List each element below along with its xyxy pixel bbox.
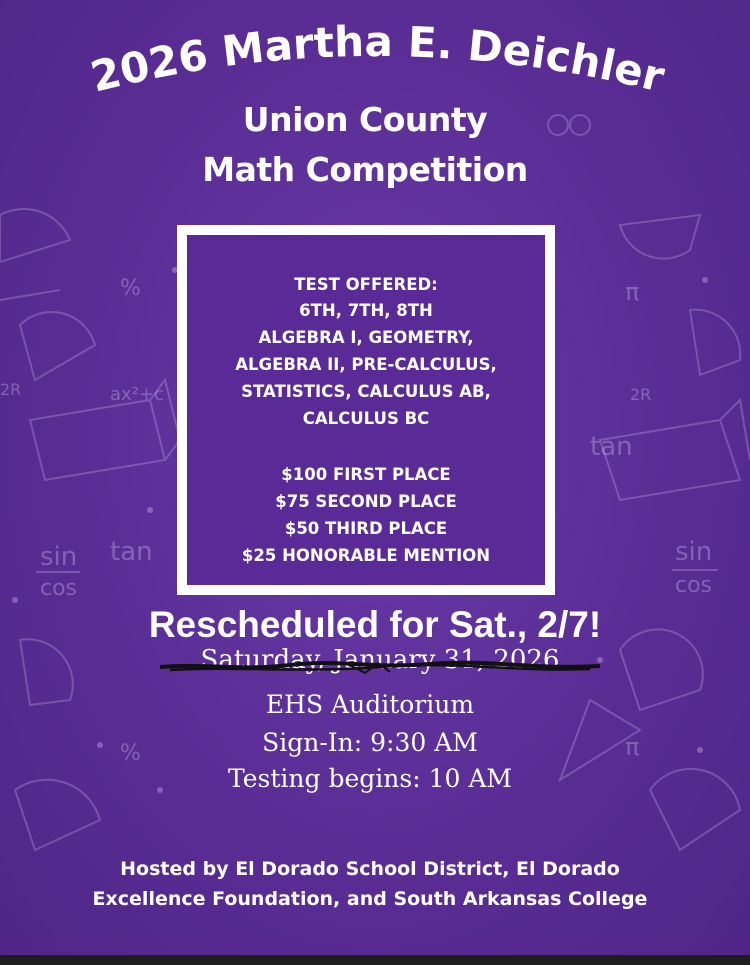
- pi-doodle-label: π: [625, 278, 640, 306]
- prize-honorable-mention: $25 HONORABLE MENTION: [241, 546, 491, 565]
- tests-heading: TEST OFFERED:: [294, 275, 438, 294]
- radius-doodle-label: 2R: [0, 380, 22, 399]
- prize-third: $50 THIRD PLACE: [284, 519, 448, 538]
- title-line-2: Union County: [242, 100, 488, 139]
- bottom-edge-bar: [0, 955, 750, 965]
- poster-title: [0, 0, 750, 110]
- original-date-text: Saturday, January 31, 2026: [200, 645, 560, 675]
- protractor-doodle: [20, 312, 95, 380]
- rescheduled-notice: Rescheduled for Sat., 2/7!: [148, 604, 602, 645]
- tests-courses-1: ALGEBRA I, GEOMETRY,: [258, 328, 474, 347]
- pi-doodle-label-lower: π: [625, 733, 640, 761]
- test-info-box: [177, 225, 555, 595]
- protractor-doodle: [0, 209, 70, 262]
- host-line-1: Hosted by El Dorado School District, El Dorado: [120, 858, 620, 880]
- svg-text:2026 Martha E. Deichler: [86, 17, 670, 102]
- cos-doodle-label: cos: [40, 576, 78, 601]
- radius-doodle-label-right: 2R: [630, 385, 652, 404]
- strikethrough-scribble: [150, 645, 610, 685]
- host-line-2: Excellence Foundation, and South Arkansas College: [92, 888, 648, 910]
- protractor-doodle: [620, 215, 700, 259]
- tan-doodle-label: tan: [110, 537, 153, 567]
- tests-courses-3: STATISTICS, CALCULUS AB,: [241, 382, 491, 401]
- percent-doodle-label-lower: %: [120, 741, 141, 766]
- sin-doodle-label-right: sin: [675, 537, 713, 567]
- tests-courses-2: ALGEBRA II, PRE-CALCULUS,: [235, 355, 497, 374]
- testing-time: Testing begins: 10 AM: [228, 764, 512, 793]
- formula-doodle-label: ax²+c: [110, 384, 164, 405]
- percent-doodle-label: %: [120, 276, 141, 301]
- sin-doodle-label: sin: [40, 542, 78, 572]
- struck-original-date: [150, 645, 610, 685]
- tests-grades: 6TH, 7TH, 8TH: [299, 301, 433, 320]
- title-line-1: 2026 Martha E. Deichler: [85, 16, 670, 102]
- sign-in-time: Sign-In: 9:30 AM: [262, 728, 478, 757]
- tests-courses-4: CALCULUS BC: [302, 409, 430, 428]
- prize-second: $75 SECOND PLACE: [275, 492, 457, 511]
- venue: EHS Auditorium: [265, 690, 475, 719]
- title-line-3: Math Competition: [202, 150, 528, 189]
- tan-doodle-label-right: tan: [590, 432, 633, 462]
- prize-first: $100 FIRST PLACE: [281, 465, 451, 484]
- cos-doodle-label-right: cos: [675, 573, 713, 598]
- protractor-doodle: [690, 310, 740, 375]
